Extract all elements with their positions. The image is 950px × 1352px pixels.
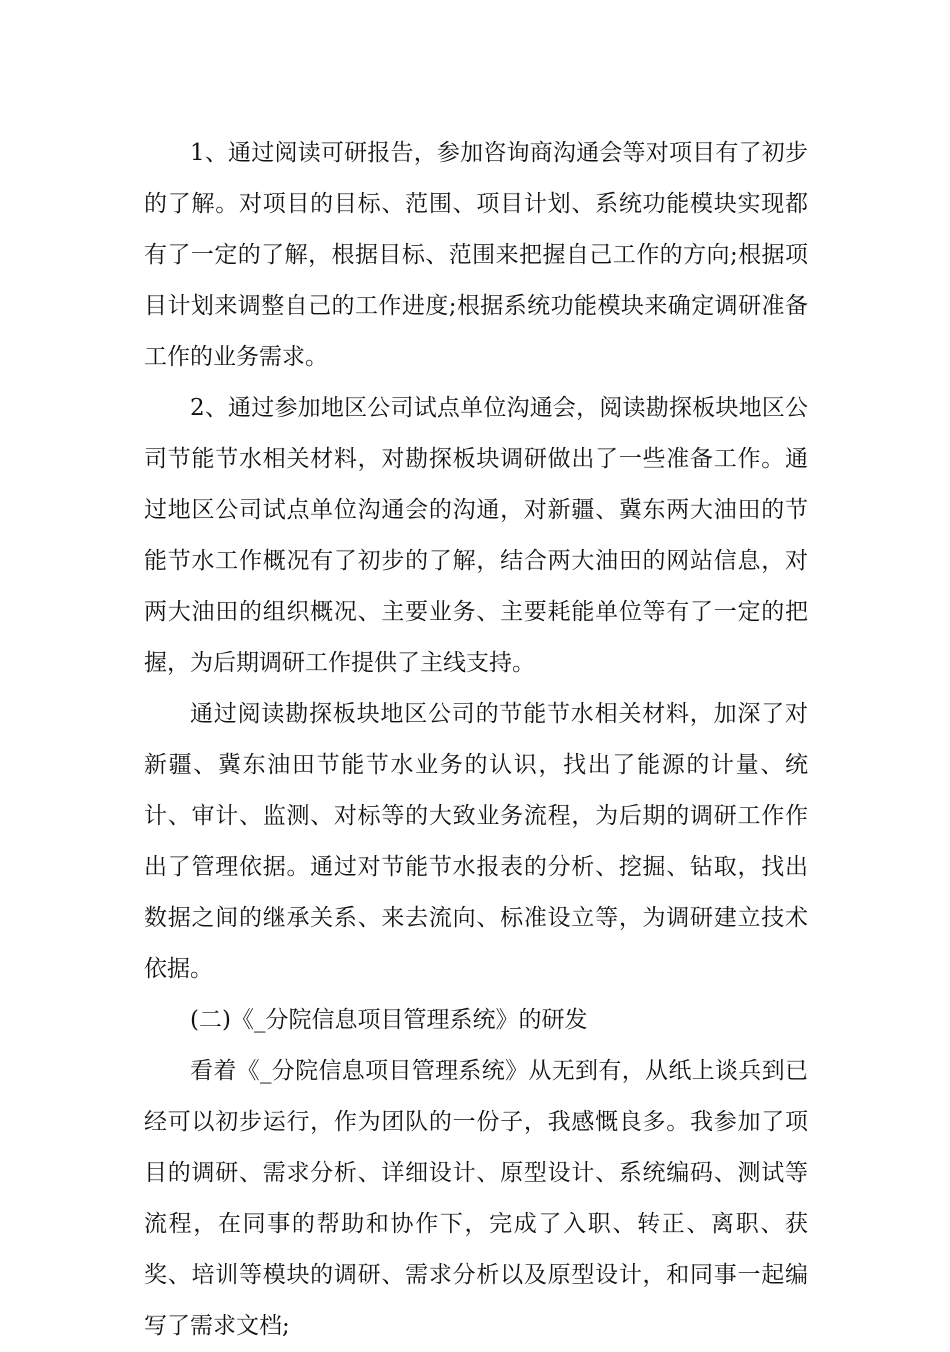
paragraph-pilot-meeting: 2、通过参加地区公司试点单位沟通会，阅读勘探板块地区公司节能节水相关材料，对勘探板块调研做出了一些准备工作。通过地区公司试点单位沟通会的沟通，对新疆、冀东两大油田的节能节水工作概况有了初步的了解，结合两大油田的网站信息，对两大油田的组织概况、主要业务、主要耗能单位等有了一定的把握，为后期调研工作提供了主线支持。 (144, 395, 808, 676)
section-heading: (二)《_分院信息项目管理系统》的研发 (190, 1007, 588, 1033)
paragraph-research-report: 1、通过阅读可研报告，参加咨询商沟通会等对项目有了初步的了解。对项目的目标、范围、项目计划、系统功能模块实现都有了一定的了解，根据目标、范围来把握自己工作的方向;根据项目计划来调整自己的工作进度;根据系统功能模块来确定调研准备工作的业务需求。 (144, 140, 808, 370)
document-body (144, 128, 808, 1352)
paragraph-materials-reading: 通过阅读勘探板块地区公司的节能节水相关材料，加深了对新疆、冀东油田节能节水业务的认识，找出了能源的计量、统计、审计、监测、对标等的大致业务流程，为后期的调研工作作出了管理依据。通过对节能节水报表的分析、挖掘、钻取，找出数据之间的继承关系、来去流向、标准设立等，为调研建立技术依据。 (144, 701, 808, 982)
paragraph-system-development: 看着《_分院信息项目管理系统》从无到有，从纸上谈兵到已经可以初步运行，作为团队的一份子，我感慨良多。我参加了项目的调研、需求分析、详细设计、原型设计、系统编码、测试等流程，在同事的帮助和协作下，完成了入职、转正、离职、获奖、培训等模块的调研、需求分析以及原型设计，和同事一起编写了需求文档; (144, 1058, 808, 1339)
